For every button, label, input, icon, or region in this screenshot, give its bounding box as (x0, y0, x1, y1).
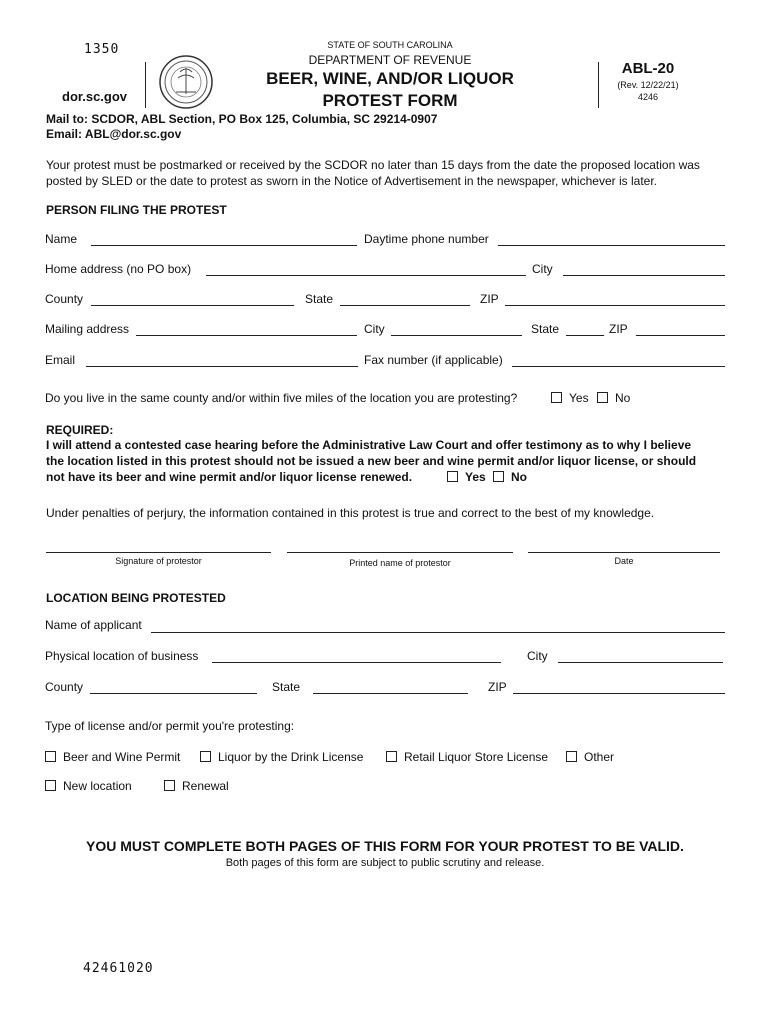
checkbox-icon[interactable] (597, 392, 608, 403)
liquor-by-drink-option[interactable] (200, 750, 363, 764)
validity-notice: YOU MUST COMPLETE BOTH PAGES OF THIS FORM FOR YOUR PROTEST TO BE VALID. (86, 838, 684, 854)
proximity-no-label: No (615, 391, 631, 405)
form-code: 1350 (84, 42, 120, 57)
revision: (Rev. 12/22/21) (617, 80, 679, 90)
liquor-by-drink-label: Liquor by the Drink License (218, 750, 364, 764)
mailing-address-field[interactable] (136, 335, 357, 336)
intro-text: Your protest must be postmarked or received by the SCDOR no later than 15 days from the date the proposed location was posted by SLED or the date to protest as sworn in the Notice of Advertisement in the newspaper, whichever is later. (46, 158, 700, 188)
hearing-no-option[interactable] (493, 470, 527, 484)
date-label: Date (614, 556, 634, 566)
county-field[interactable] (91, 305, 294, 306)
printed-name-label: Printed name of protestor (349, 558, 451, 568)
zip-label: ZIP (480, 292, 499, 306)
location-state-field[interactable] (313, 693, 468, 694)
license-type-prompt: Type of license and/or permit you're protesting: (45, 719, 295, 733)
checkbox-icon[interactable] (200, 751, 211, 762)
retail-liquor-option[interactable] (386, 750, 548, 764)
form-title-line2: PROTEST FORM (322, 91, 458, 110)
mailing-zip-label: ZIP (609, 322, 628, 336)
required-line3: not have its beer and wine permit and/or liquor license renewed. (46, 470, 413, 484)
fax-label: Fax number (if applicable) (364, 353, 503, 367)
checkbox-icon[interactable] (386, 751, 397, 762)
email-address: Email: ABL@dor.sc.gov (46, 127, 182, 141)
name-field[interactable] (91, 245, 357, 246)
zip-field[interactable] (505, 305, 725, 306)
state-name: STATE OF SOUTH CAROLINA (327, 40, 453, 50)
signature-label: Signature of protestor (115, 556, 202, 566)
renewal-option[interactable] (164, 779, 229, 793)
hearing-no-label: No (511, 470, 527, 484)
email-label: Email (45, 353, 76, 367)
other-label: Other (584, 750, 615, 764)
proximity-yes-label: Yes (569, 391, 589, 405)
checkbox-icon[interactable] (45, 751, 56, 762)
checkbox-icon[interactable] (447, 471, 458, 482)
state-label: State (305, 292, 334, 306)
barcode-number: 42461020 (83, 961, 154, 976)
checkbox-icon[interactable] (164, 780, 175, 791)
new-location-option[interactable] (45, 779, 132, 793)
header-divider-left (145, 62, 146, 108)
public-scrutiny-notice: Both pages of this form are subject to public scrutiny and release. (225, 857, 545, 869)
home-city-field[interactable] (563, 275, 725, 276)
proximity-no-option[interactable] (597, 391, 630, 405)
location-city-label: City (527, 649, 548, 663)
email-field[interactable] (86, 366, 358, 367)
checkbox-icon[interactable] (493, 471, 504, 482)
physical-location-label: Physical location of business (45, 649, 199, 663)
hearing-yes-option[interactable] (447, 470, 486, 484)
new-location-label: New location (63, 779, 132, 793)
location-zip-label: ZIP (488, 680, 507, 694)
perjury-statement: Under penalties of perjury, the information contained in this protest is true and correct to the best of my knowledge. (46, 506, 655, 520)
applicant-label: Name of applicant (45, 618, 142, 632)
required-line2: the location listed in this protest should not be issued a new beer and wine permit and/or liquor license, or should (46, 454, 697, 468)
website: dor.sc.gov (62, 89, 128, 104)
state-seal-icon (158, 54, 214, 115)
mailing-city-label: City (364, 322, 385, 336)
applicant-field[interactable] (151, 632, 725, 633)
checkbox-icon[interactable] (566, 751, 577, 762)
location-zip-field[interactable] (513, 693, 725, 694)
fax-field[interactable] (512, 366, 725, 367)
hearing-yes-label: Yes (465, 470, 486, 484)
date-field[interactable] (528, 552, 720, 553)
renewal-label: Renewal (182, 779, 229, 793)
retail-liquor-label: Retail Liquor Store License (404, 750, 549, 764)
daytime-phone-label: Daytime phone number (364, 232, 489, 246)
mailing-address-label: Mailing address (45, 322, 130, 336)
home-city-label: City (532, 262, 553, 276)
daytime-phone-field[interactable] (498, 245, 725, 246)
location-county-field[interactable] (90, 693, 257, 694)
state-field[interactable] (340, 305, 470, 306)
location-state-label: State (272, 680, 301, 694)
location-heading: LOCATION BEING PROTESTED (46, 591, 226, 605)
form-id: ABL-20 (621, 60, 675, 77)
mailing-state-field[interactable] (566, 335, 604, 336)
department-name: DEPARTMENT OF REVENUE (308, 53, 472, 67)
required-line1: I will attend a contested case hearing before the Administrative Law Court and offer testimony as to why I believe (46, 438, 692, 452)
name-label: Name (45, 232, 78, 246)
county-label: County (45, 292, 84, 306)
proximity-yes-option[interactable] (551, 391, 589, 405)
other-option[interactable] (566, 750, 614, 764)
mail-to: Mail to: SCDOR, ABL Section, PO Box 125, Columbia, SC 29214-0907 (46, 112, 438, 126)
beer-wine-permit-label: Beer and Wine Permit (63, 750, 181, 764)
signature-field[interactable] (46, 552, 271, 553)
form-title-line1: BEER, WINE, AND/OR LIQUOR (266, 69, 514, 88)
location-county-label: County (45, 680, 84, 694)
physical-location-field[interactable] (212, 662, 501, 663)
mailing-zip-field[interactable] (636, 335, 725, 336)
beer-wine-permit-option[interactable] (45, 750, 180, 764)
mailing-state-label: State (531, 322, 560, 336)
person-heading: PERSON FILING THE PROTEST (46, 203, 227, 217)
home-address-label: Home address (no PO box) (45, 262, 192, 276)
required-heading: REQUIRED: (46, 423, 114, 437)
form-number: 4246 (637, 92, 659, 102)
mailing-city-field[interactable] (391, 335, 522, 336)
proximity-question: Do you live in the same county and/or within five miles of the location you are protesting? (45, 391, 518, 405)
checkbox-icon[interactable] (551, 392, 562, 403)
location-city-field[interactable] (558, 662, 723, 663)
printed-name-field[interactable] (287, 552, 513, 553)
home-address-field[interactable] (206, 275, 526, 276)
checkbox-icon[interactable] (45, 780, 56, 791)
